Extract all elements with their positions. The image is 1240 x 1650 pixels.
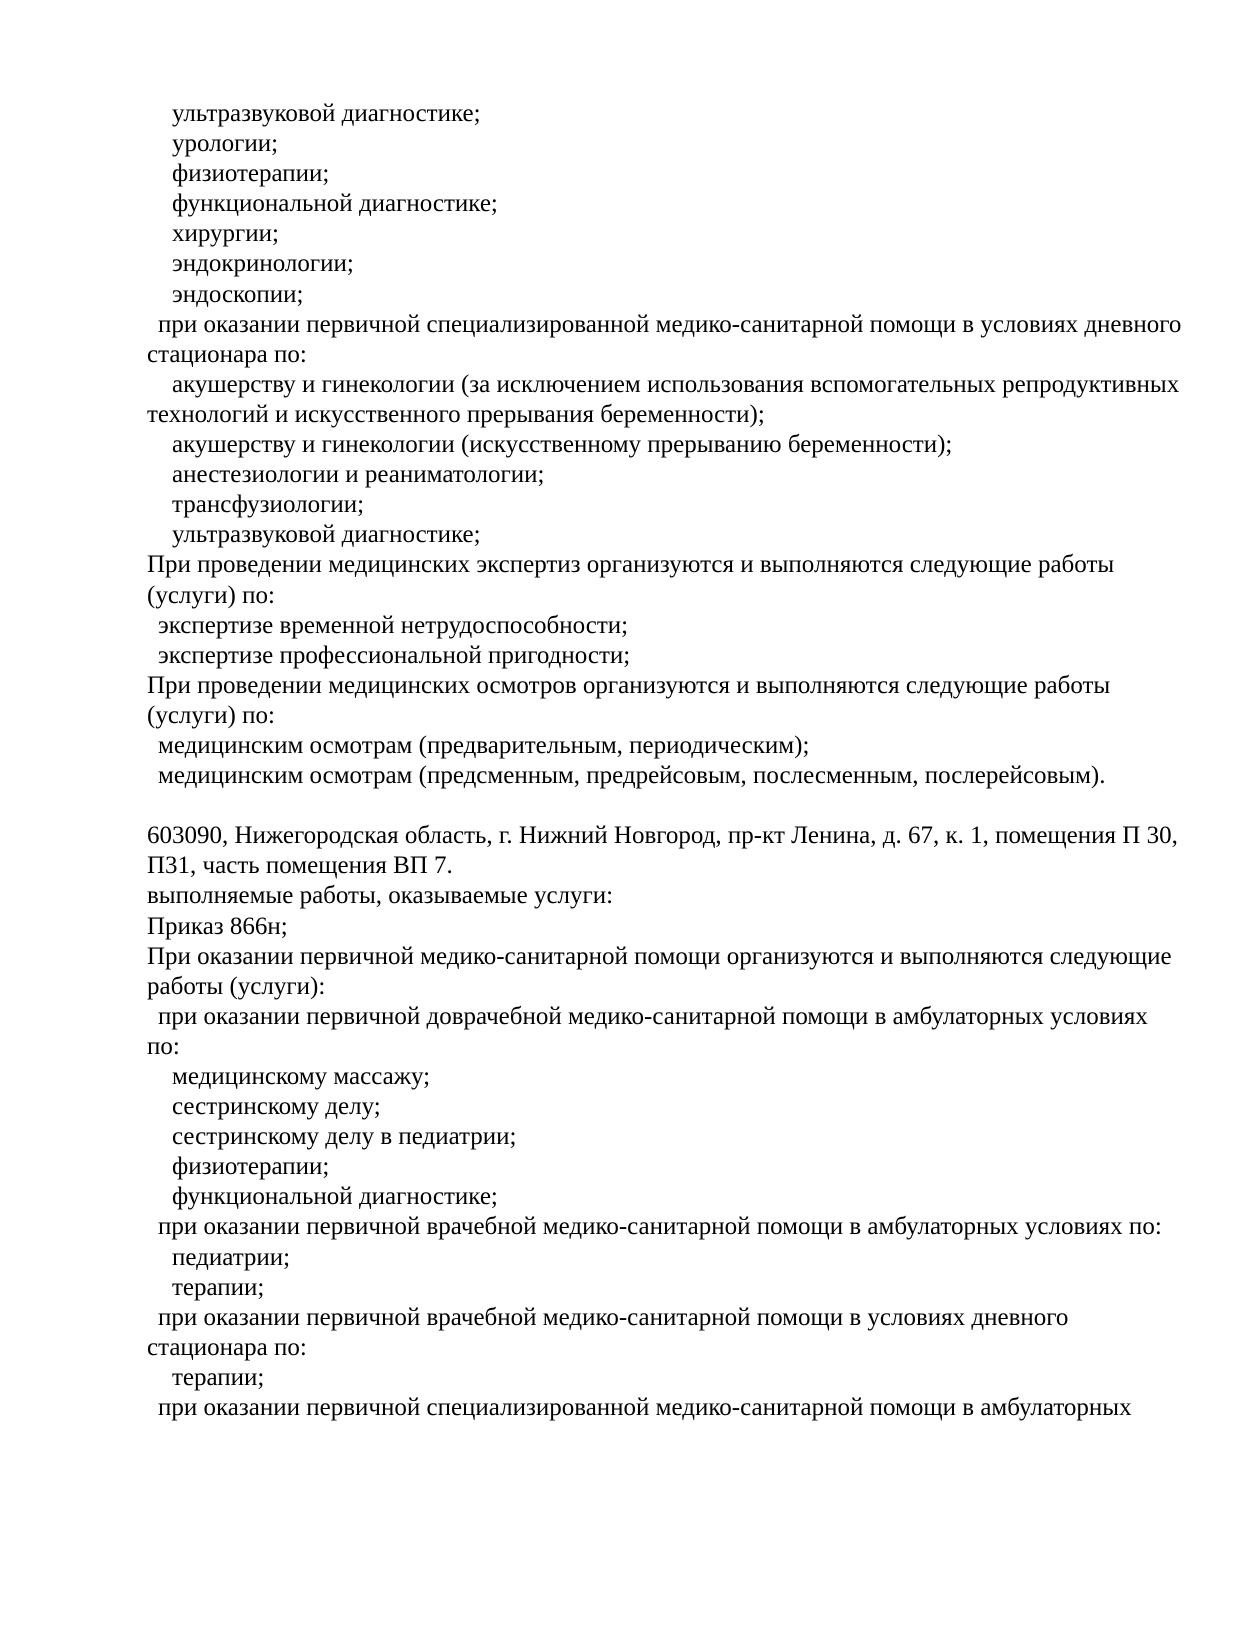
- text-line: (услуги) по:: [147, 701, 275, 729]
- text-line: анестезиологии и реаниматологии;: [172, 461, 545, 489]
- text-line: стационара по:: [147, 1333, 307, 1361]
- text-line: функциональной диагностике;: [172, 190, 498, 218]
- text-line: педиатрии;: [172, 1243, 291, 1271]
- text-line: при оказании первичной доврачебной медико-санитарной помощи в амбулаторных условиях: [158, 1002, 1148, 1030]
- text-line: трансфузиологии;: [172, 491, 365, 519]
- text-line: При оказании первичной медико-санитарной помощи организуются и выполняются следующие: [147, 942, 1172, 970]
- text-line: работы (услуги):: [147, 972, 326, 1000]
- text-line: акушерству и гинекологии (за исключением использования вспомогательных репродуктивных: [172, 370, 1180, 398]
- text-line: экспертизе профессиональной пригодности;: [158, 641, 631, 669]
- text-line: акушерству и гинекологии (искусственному прерыванию беременности);: [172, 431, 953, 459]
- text-line: физиотерапии;: [172, 1153, 330, 1181]
- text-line: физиотерапии;: [172, 160, 330, 188]
- text-block: [0, 99, 1240, 1423]
- text-line: выполняемые работы, оказываемые услуги:: [147, 882, 614, 910]
- blank-line: [0, 791, 1240, 821]
- text-line: сестринскому делу в педиатрии;: [172, 1123, 517, 1151]
- text-line: При проведении медицинских экспертиз организуются и выполняются следующие работы: [147, 551, 1115, 579]
- text-line: При проведении медицинских осмотров организуются и выполняются следующие работы: [147, 671, 1111, 699]
- text-line: медицинским осмотрам (предсменным, предрейсовым, послесменным, послерейсовым).: [158, 762, 1106, 790]
- text-line: терапии;: [172, 1273, 265, 1301]
- text-line: при оказании первичной врачебной медико-санитарной помощи в амбулаторных условиях по:: [158, 1213, 1162, 1241]
- text-line: эндоскопии;: [172, 280, 304, 308]
- text-line: хирургии;: [172, 220, 280, 248]
- text-line: урологии;: [172, 130, 279, 158]
- text-line: ультразвуковой диагностике;: [172, 521, 481, 549]
- text-line: технологий и искусственного прерывания беременности);: [147, 400, 765, 428]
- text-line: эндокринологии;: [172, 250, 354, 278]
- text-line: функциональной диагностике;: [172, 1183, 498, 1211]
- text-line: медицинским осмотрам (предварительным, периодическим);: [158, 731, 810, 759]
- text-line: при оказании первичной специализированной медико-санитарной помощи в условиях дневного: [158, 310, 1182, 338]
- text-line: по:: [147, 1032, 180, 1060]
- text-line: при оказании первичной врачебной медико-санитарной помощи в условиях дневного: [158, 1303, 1069, 1331]
- text-line: при оказании первичной специализированной медико-санитарной помощи в амбулаторных: [158, 1394, 1132, 1422]
- text-line: (услуги) по:: [147, 581, 275, 609]
- text-line: 603090, Нижегородская область, г. Нижний Новгород, пр-кт Ленина, д. 67, к. 1, помещения П 30,: [147, 822, 1178, 850]
- text-line: терапии;: [172, 1363, 265, 1391]
- text-line: Приказ 866н;: [147, 912, 288, 940]
- text-line: стационара по:: [147, 340, 307, 368]
- text-line: экспертизе временной нетрудоспособности;: [158, 611, 629, 639]
- text-line: сестринскому делу;: [172, 1093, 381, 1121]
- text-line: ультразвуковой диагностике;: [172, 100, 481, 127]
- text-line: П31, часть помещения ВП 7.: [147, 852, 453, 880]
- text-line: медицинскому массажу;: [172, 1063, 431, 1090]
